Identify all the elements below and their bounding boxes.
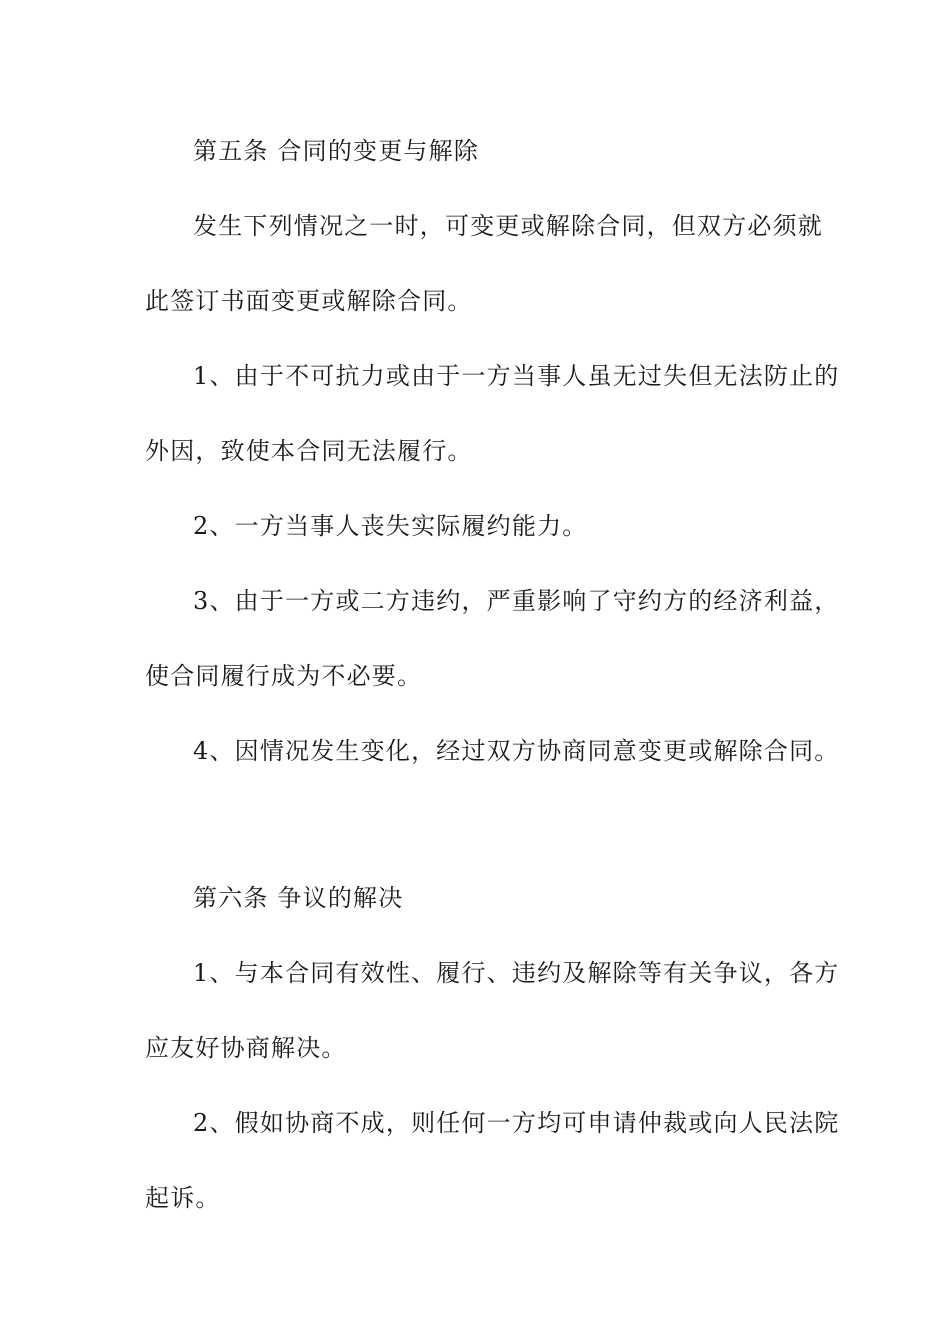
section-5-item-3-line-2: 使合同履行成为不必要。 <box>145 662 423 690</box>
section-5-intro-line-1: 发生下列情况之一时，可变更或解除合同，但双方必须就 <box>193 212 823 240</box>
section-6-item-2-line-1: 2、假如协商不成，则任何一方均可申请仲裁或向人民法院 <box>193 1109 840 1137</box>
section-6-heading: 第六条 争议的解决 <box>193 884 404 912</box>
section-5-item-1-line-2: 外因，致使本合同无法履行。 <box>145 437 473 465</box>
section-6-item-1-line-1: 1、与本合同有效性、履行、违约及解除等有关争议，各方 <box>193 959 840 987</box>
section-5-item-2: 2、一方当事人丧失实际履约能力。 <box>193 512 588 540</box>
section-6-item-2-line-2: 起诉。 <box>145 1184 221 1212</box>
section-6-item-1-line-2: 应友好协商解决。 <box>145 1034 347 1062</box>
section-5-item-1-line-1: 1、由于不可抗力或由于一方当事人虽无过失但无法防止的 <box>193 362 840 390</box>
section-5-heading: 第五条 合同的变更与解除 <box>193 137 480 165</box>
section-5-item-3-line-1: 3、由于一方或二方违约，严重影响了守约方的经济利益， <box>193 587 840 615</box>
section-5-item-4: 4、因情况发生变化，经过双方协商同意变更或解除合同。 <box>193 737 840 765</box>
section-5-intro-line-2: 此签订书面变更或解除合同。 <box>145 287 473 315</box>
